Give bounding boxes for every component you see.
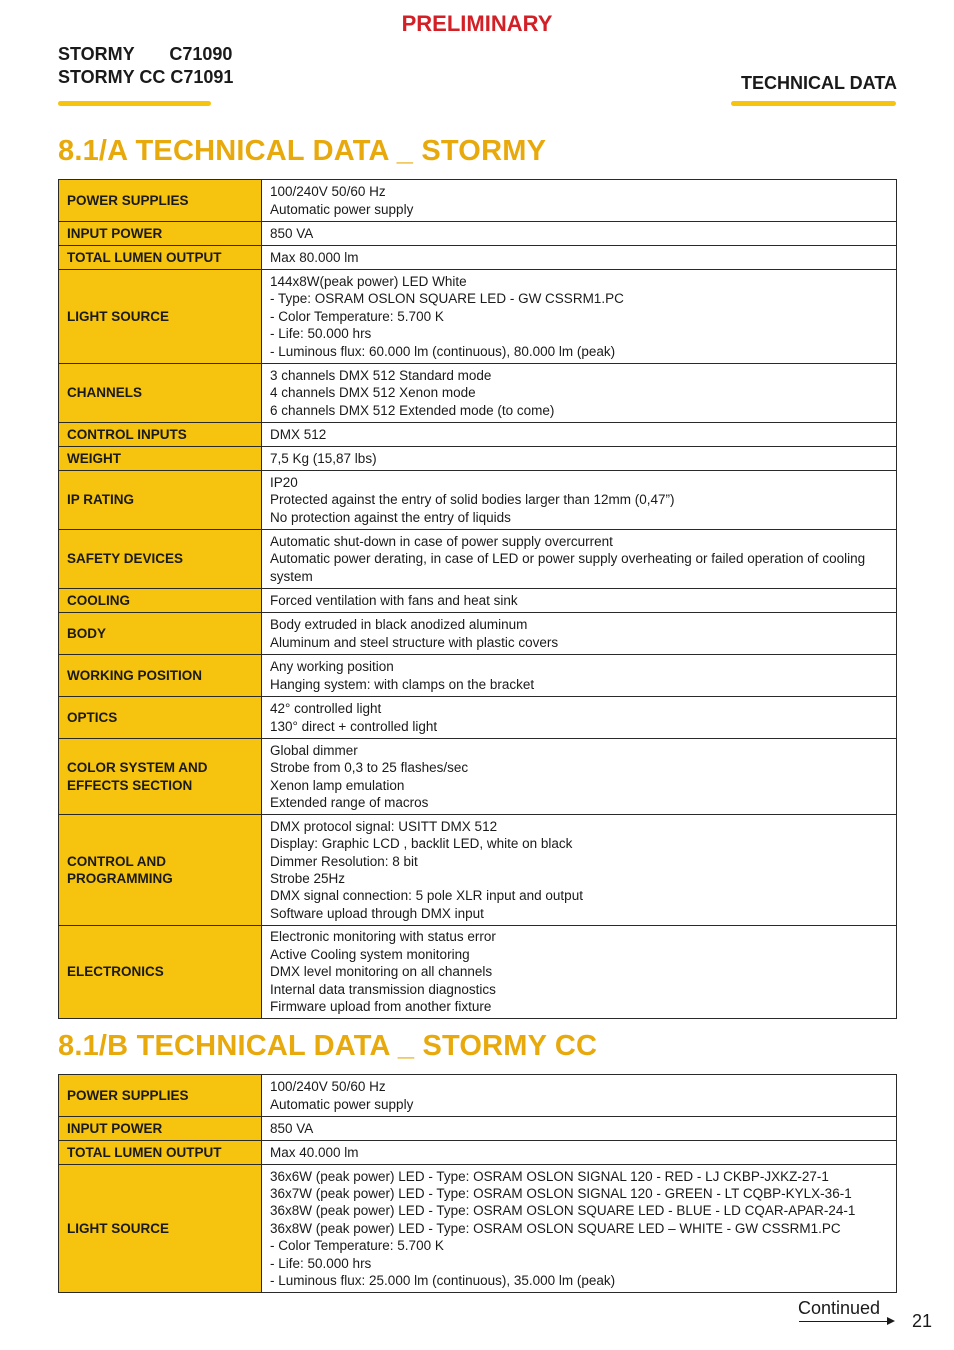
spec-label-line: EFFECTS SECTION bbox=[67, 777, 193, 793]
spec-value-line: - Color Temperature: 5.700 K bbox=[270, 308, 444, 324]
spec-value-line: Automatic power supply bbox=[270, 1096, 414, 1112]
spec-value bbox=[262, 423, 897, 447]
spec-value-line: 130° direct + controlled light bbox=[270, 718, 438, 734]
page-number: 21 bbox=[912, 1311, 933, 1331]
spec-value-line: 6 channels DMX 512 Extended mode (to come) bbox=[270, 402, 555, 418]
table-row bbox=[59, 926, 897, 1019]
table-row bbox=[59, 364, 897, 423]
table-row bbox=[59, 1075, 897, 1117]
table-row bbox=[59, 222, 897, 246]
spec-label-line: WEIGHT bbox=[67, 450, 121, 466]
table-row bbox=[59, 697, 897, 739]
spec-value-line: - Luminous flux: 25.000 lm (continuous), 35.000 lm (peak) bbox=[270, 1273, 616, 1289]
spec-value-line: Any working position bbox=[270, 659, 394, 675]
spec-label bbox=[59, 270, 262, 364]
spec-value bbox=[262, 530, 897, 589]
spec-value-line: 850 VA bbox=[270, 1120, 314, 1136]
spec-value-line: Extended range of macros bbox=[270, 794, 429, 810]
spec-label bbox=[59, 364, 262, 423]
table-row bbox=[59, 180, 897, 222]
spec-value-line: DMX protocol signal: USITT DMX 512 bbox=[270, 818, 498, 834]
spec-value-line: - Life: 50.000 hrs bbox=[270, 326, 372, 342]
spec-value-line: Firmware upload from another fixture bbox=[270, 999, 492, 1015]
spec-value bbox=[262, 613, 897, 655]
table-row bbox=[59, 815, 897, 926]
spec-value bbox=[262, 739, 897, 815]
table-row bbox=[59, 246, 897, 270]
spec-label-line: COLOR SYSTEM AND bbox=[67, 760, 208, 776]
spec-value bbox=[262, 589, 897, 613]
spec-label bbox=[59, 1075, 262, 1117]
spec-value-line: No protection against the entry of liquids bbox=[270, 509, 511, 525]
table-row bbox=[59, 1117, 897, 1141]
spec-label-line: INPUT POWER bbox=[67, 1120, 163, 1136]
spec-value-line: - Color Temperature: 5.700 K bbox=[270, 1238, 444, 1254]
spec-label bbox=[59, 246, 262, 270]
table-row bbox=[59, 1141, 897, 1165]
spec-value-line: Max 80.000 lm bbox=[270, 249, 359, 265]
spec-label bbox=[59, 655, 262, 697]
spec-value-line: - Type: OSRAM OSLON SQUARE LED - GW CSSRM1.PC bbox=[270, 291, 624, 307]
spec-label-line: TOTAL LUMEN OUTPUT bbox=[67, 249, 222, 265]
spec-table-stormy bbox=[58, 179, 897, 1019]
spec-value-line: 36x8W (peak power) LED - Type: OSRAM OSLON SQUARE LED - BLUE - LD CQAR-APAR-24-1 bbox=[270, 1203, 856, 1219]
spec-value-line: 100/240V 50/60 Hz bbox=[270, 184, 386, 200]
product-line-stormy-cc: STORMY CC C71091 bbox=[58, 67, 234, 87]
spec-label-line: INPUT POWER bbox=[67, 225, 163, 241]
product-line-stormy: STORMY C71090 bbox=[58, 44, 233, 64]
spec-value-line: 36x8W (peak power) LED - Type: OSRAM OSLON SQUARE LED – WHITE - GW CSSRM1.PC bbox=[270, 1220, 841, 1236]
spec-value bbox=[262, 246, 897, 270]
spec-label bbox=[59, 530, 262, 589]
spec-label-line: TOTAL LUMEN OUTPUT bbox=[67, 1144, 222, 1160]
spec-label bbox=[59, 180, 262, 222]
spec-value-line: DMX signal connection: 5 pole XLR input and output bbox=[270, 888, 583, 904]
spec-label-line: ELECTRONICS bbox=[67, 964, 164, 980]
spec-label-line: OPTICS bbox=[67, 709, 118, 725]
spec-value bbox=[262, 222, 897, 246]
spec-value-line: DMX level monitoring on all channels bbox=[270, 964, 493, 980]
spec-value-line: Strobe 25Hz bbox=[270, 871, 346, 886]
spec-value bbox=[262, 471, 897, 530]
spec-label bbox=[59, 447, 262, 471]
spec-label bbox=[59, 1117, 262, 1141]
spec-label bbox=[59, 613, 262, 655]
continued-label: Continued bbox=[798, 1298, 881, 1318]
spec-label bbox=[59, 222, 262, 246]
spec-value-line: DMX 512 bbox=[270, 426, 327, 442]
spec-value-line: Electronic monitoring with status error bbox=[270, 929, 496, 945]
section-b-title: 8.1/B TECHNICAL DATA _ STORMY CC bbox=[58, 1030, 598, 1062]
spec-value-line: Automatic power derating, in case of LED or power supply overheating or failed operation of cooling bbox=[270, 551, 866, 567]
right-arrow-icon bbox=[887, 1317, 895, 1325]
spec-value bbox=[262, 364, 897, 423]
spec-value-line: Active Cooling system monitoring bbox=[270, 946, 470, 962]
spec-label-line: CHANNELS bbox=[67, 385, 143, 401]
spec-value-line: 3 channels DMX 512 Standard mode bbox=[270, 367, 492, 383]
spec-label-line: CONTROL AND bbox=[67, 853, 166, 869]
spec-label bbox=[59, 926, 262, 1019]
spec-value-line: Automatic shut-down in case of power supply overcurrent bbox=[270, 533, 613, 549]
spec-value bbox=[262, 1165, 897, 1293]
spec-label bbox=[59, 1165, 262, 1293]
spec-value-line: Strobe from 0,3 to 25 flashes/sec bbox=[270, 760, 469, 776]
section-label: TECHNICAL DATA bbox=[741, 73, 897, 93]
spec-value bbox=[262, 926, 897, 1019]
spec-value-line: Global dimmer bbox=[270, 742, 358, 758]
spec-label-line: POWER SUPPLIES bbox=[67, 1087, 189, 1103]
spec-label-line: LIGHT SOURCE bbox=[67, 308, 170, 324]
spec-label-line: SAFETY DEVICES bbox=[67, 551, 184, 567]
spec-label bbox=[59, 471, 262, 530]
spec-value bbox=[262, 697, 897, 739]
spec-value-line: Software upload through DMX input bbox=[270, 905, 484, 921]
spec-value bbox=[262, 270, 897, 364]
spec-label-line: CONTROL INPUTS bbox=[67, 426, 187, 442]
spec-value-line: Internal data transmission diagnostics bbox=[270, 981, 496, 997]
table-row bbox=[59, 1165, 897, 1293]
spec-value-line: Aluminum and steel structure with plastic covers bbox=[270, 634, 559, 650]
spec-value bbox=[262, 180, 897, 222]
spec-label bbox=[59, 697, 262, 739]
spec-value bbox=[262, 447, 897, 471]
spec-value-line: IP20 bbox=[270, 474, 298, 490]
header-left-underline bbox=[58, 101, 211, 106]
table-row bbox=[59, 739, 897, 815]
spec-label-line: BODY bbox=[67, 625, 107, 641]
spec-value-line: - Luminous flux: 60.000 lm (continuous), 80.000 lm (peak) bbox=[270, 343, 616, 359]
spec-label bbox=[59, 739, 262, 815]
spec-value-line: Dimmer Resolution: 8 bit bbox=[270, 853, 418, 869]
spec-label-line: LIGHT SOURCE bbox=[67, 1220, 170, 1236]
spec-label-line: WORKING POSITION bbox=[67, 667, 202, 683]
spec-value-line: 36x7W (peak power) LED - Type: OSRAM OSLON SIGNAL 120 - GREEN - LT CQBP-KYLX-36-1 bbox=[270, 1185, 852, 1201]
spec-value-line: 144x8W(peak power) LED White bbox=[270, 273, 467, 289]
table-row bbox=[59, 613, 897, 655]
spec-value-line: Forced ventilation with fans and heat sink bbox=[270, 592, 518, 608]
table-row bbox=[59, 471, 897, 530]
continued-arrow-line bbox=[799, 1321, 891, 1322]
product-codes bbox=[58, 43, 233, 89]
spec-label bbox=[59, 815, 262, 926]
spec-label bbox=[59, 1141, 262, 1165]
spec-value-line: 42° controlled light bbox=[270, 701, 382, 717]
table-row bbox=[59, 447, 897, 471]
spec-value-line: 4 channels DMX 512 Xenon mode bbox=[270, 385, 476, 401]
header-right-underline bbox=[731, 101, 896, 106]
spec-value-line: Max 40.000 lm bbox=[270, 1144, 359, 1160]
spec-value bbox=[262, 1141, 897, 1165]
table-row bbox=[59, 655, 897, 697]
spec-value bbox=[262, 655, 897, 697]
spec-value-line: system bbox=[270, 568, 313, 584]
spec-value bbox=[262, 1117, 897, 1141]
table-row bbox=[59, 589, 897, 613]
spec-value-line: 7,5 Kg (15,87 lbs) bbox=[270, 450, 377, 466]
spec-value-line: 36x6W (peak power) LED - Type: OSRAM OSLON SIGNAL 120 - RED - LJ CKBP-JXKZ-27-1 bbox=[270, 1168, 829, 1184]
spec-value-line: Display: Graphic LCD , backlit LED, white on black bbox=[270, 836, 573, 852]
spec-value-line: Protected against the entry of solid bodies larger than 12mm (0,47”) bbox=[270, 492, 675, 508]
spec-label bbox=[59, 589, 262, 613]
preliminary-label: PRELIMINARY bbox=[401, 11, 553, 36]
spec-value bbox=[262, 815, 897, 926]
spec-label-line: IP RATING bbox=[67, 492, 135, 508]
table-row bbox=[59, 423, 897, 447]
spec-label bbox=[59, 423, 262, 447]
table-row bbox=[59, 270, 897, 364]
spec-value-line: Body extruded in black anodized aluminum bbox=[270, 617, 528, 633]
table-row bbox=[59, 530, 897, 589]
spec-label-line: COOLING bbox=[67, 592, 130, 608]
spec-value-line: 100/240V 50/60 Hz bbox=[270, 1079, 386, 1095]
section-a-title: 8.1/A TECHNICAL DATA _ STORMY bbox=[58, 135, 547, 167]
spec-value-line: Xenon lamp emulation bbox=[270, 777, 405, 793]
spec-value-line: Automatic power supply bbox=[270, 201, 414, 217]
spec-label-line: POWER SUPPLIES bbox=[67, 192, 189, 208]
spec-value-line: 850 VA bbox=[270, 225, 314, 241]
spec-value bbox=[262, 1075, 897, 1117]
spec-table-stormy-cc bbox=[58, 1074, 897, 1293]
spec-value-line: Hanging system: with clamps on the bracket bbox=[270, 676, 535, 692]
spec-value-line: - Life: 50.000 hrs bbox=[270, 1255, 372, 1271]
spec-label-line: PROGRAMMING bbox=[67, 871, 173, 886]
